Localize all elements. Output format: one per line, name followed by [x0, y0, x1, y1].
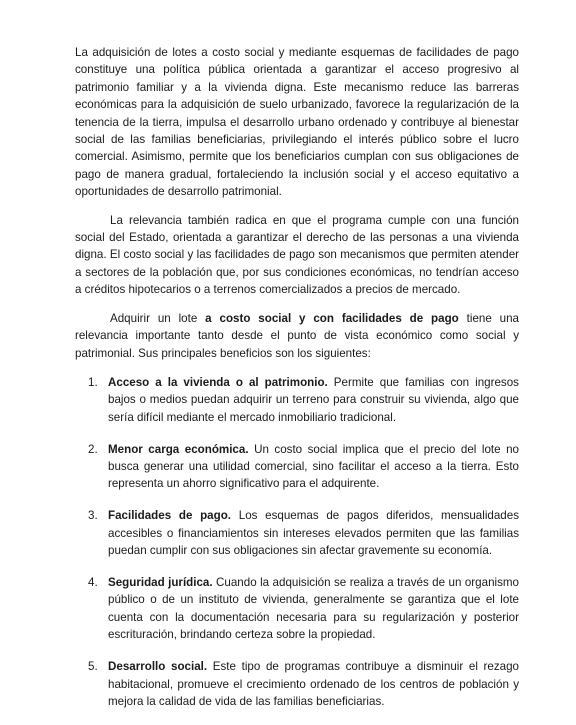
- benefits-intro-emphasis: a costo social y con facilidades de pago: [205, 311, 459, 325]
- benefit-text: Este tipo de programas contribuye a disminuir el rezago habitacional, promueve el crecimiento ordenado de los centros de población y mejora la calidad de vida de las familias beneficiarias.: [108, 660, 519, 708]
- relevance-paragraph: La relevancia también radica en que el programa cumple con una función social del Estado, orientada a garantizar el derecho de las personas a una vivienda digna. El costo social y las facilidades de pago son mecanismos que permiten atender a sectores de la población que, por sus condiciones económicas, no tendrían acceso a créditos hipotecarios o a terrenos comercializados a precios de mercado.: [75, 213, 519, 297]
- list-number: 3.: [88, 509, 98, 523]
- benefits-intro-text-before: Adquirir un lote: [110, 311, 206, 325]
- benefit-title: Acceso a la vivienda o al patrimonio.: [108, 375, 328, 389]
- intro-paragraph: La adquisición de lotes a costo social y mediante esquemas de facilidades de pago constituye una política pública orientada a garantizar el acceso progresivo al patrimonio familiar y a la vivienda digna. Este mecanismo reduce las barreras económicas para la adquisición de suelo urbanizado, favorece la regularización de la tenencia de la tierra, impulsa el desarrollo urbano ordenado y contribuye al bienestar social de las familias beneficiarias, privilegiando el interés público sobre el lucro comercial. Asimismo, permite que los beneficiarios cumplan con sus obligaciones de pago de manera gradual, fortaleciendo la inclusión social y el acceso equitativo a oportunidades de desarrollo patrimonial.: [75, 46, 519, 199]
- benefits-list: [75, 374, 519, 711]
- list-number: 2.: [88, 442, 98, 456]
- benefit-item-lower-cost: [75, 441, 519, 493]
- benefit-title: Desarrollo social.: [108, 660, 208, 674]
- benefit-item-social-development: [75, 658, 519, 710]
- benefit-item-payment-facilities: [75, 507, 519, 559]
- benefit-title: Seguridad jurídica.: [108, 576, 213, 590]
- benefit-item-legal-security: [75, 574, 519, 644]
- list-number: 1.: [88, 375, 98, 389]
- benefits-intro-text-after: tiene una relevancia importante tanto desde el punto de vista económico como social y patrimonial. Sus principales beneficios son los siguientes:: [75, 311, 520, 360]
- list-number: 5.: [88, 660, 98, 674]
- benefit-text: Un costo social implica que el precio del lote no busca generar una utilidad comercial, sino facilitar el acceso a la tierra. Esto representa un ahorro significativo para el adquirente.: [108, 442, 519, 491]
- document-page: [75, 44, 519, 725]
- list-number: 4.: [88, 576, 98, 590]
- benefit-text: Los esquemas de pagos diferidos, mensualidades accesibles o financiamientos sin intereses elevados permiten que las familias puedan cumplir con sus obligaciones sin afectar gravemente su economía.: [108, 509, 519, 558]
- benefit-title: Facilidades de pago.: [108, 509, 232, 523]
- benefit-title: Menor carga económica.: [108, 442, 249, 456]
- benefit-item-access: [75, 374, 519, 426]
- benefits-intro-paragraph: [75, 310, 519, 362]
- benefit-text: Cuando la adquisición se realiza a través de un organismo público o de un instituto de vivienda, generalmente se garantiza que el lote cuenta con la documentación necesaria para su regularización y posterior escrituración, brindando certeza sobre la propiedad.: [108, 576, 519, 642]
- benefit-text: Permite que familias con ingresos bajos o medios puedan adquirir un terreno para construir su vivienda, algo que sería difícil mediante el mercado inmobiliario tradicional.: [108, 375, 519, 424]
